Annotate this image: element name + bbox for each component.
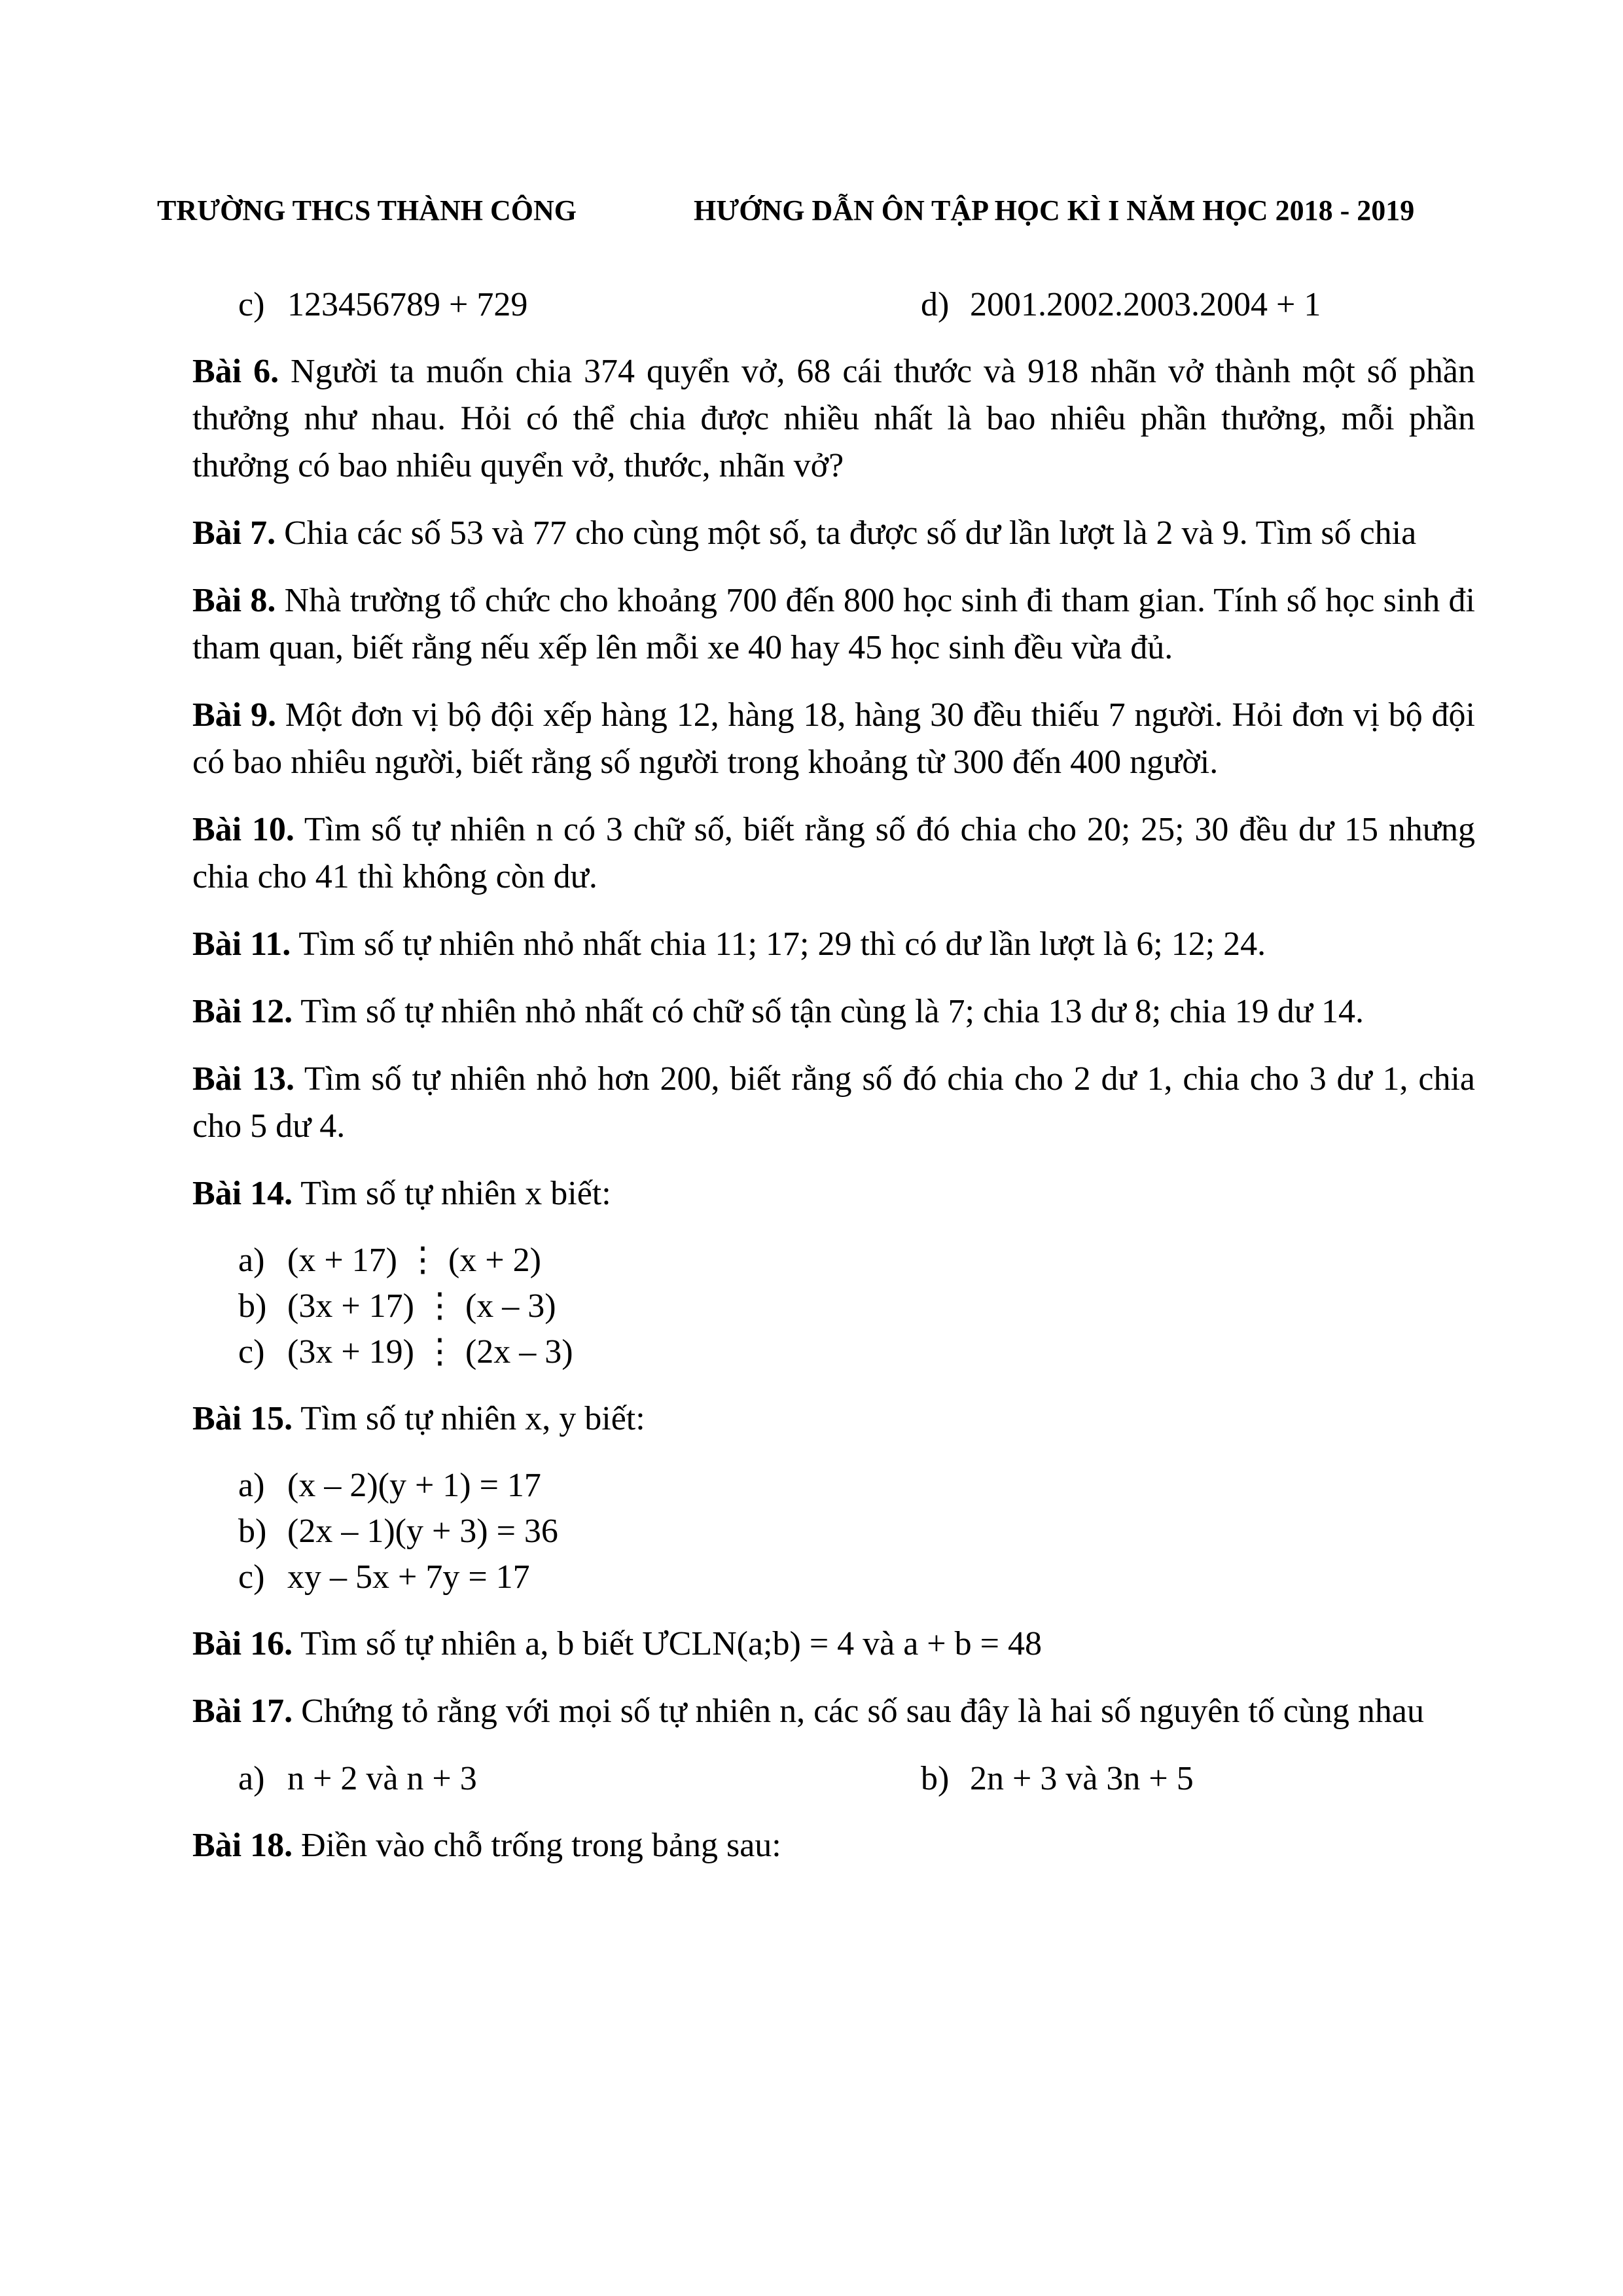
problem-text: Tìm số tự nhiên nhỏ nhất chia 11; 17; 29 thì có dư lần lượt là 6; 12; 24. [298,925,1266,963]
problem-text: Tìm số tự nhiên nhỏ nhất có chữ số tận cùng là 7; chia 13 dư 8; chia 19 dư 14. [300,993,1364,1030]
problem-8 [192,577,1475,672]
problem-title: Bài 16. [192,1625,293,1662]
page-content [192,281,1475,1890]
list-item: b) 2n + 3 và 3n + 5 [921,1760,1194,1797]
problem-text: Nhà trường tổ chức cho khoảng 700 đến 800 học sinh đi tham gian. Tính số học sinh đi tham quan, biết rằng nếu xếp lên mỗi xe 40 hay 45 học sinh đều vừa đủ. [192,582,1475,666]
problem-17-items [192,1755,1475,1803]
problem-text: Tìm số tự nhiên nhỏ hơn 200, biết rằng số đó chia cho 2 dư 1, chia cho 3 dư 1, chia cho 5 dư 4. [192,1060,1476,1145]
list-item: a) n + 2 và n + 3 [238,1760,477,1797]
problem-title: Bài 9. [192,696,276,734]
problem-text: Một đơn vị bộ đội xếp hàng 12, hàng 18, hàng 30 đều thiếu 7 người. Hỏi đơn vị bộ đội có bao nhiêu người, biết rằng số người trong khoảng từ 300 đến 400 người. [192,696,1475,781]
problem-title: Bài 18. [192,1827,293,1864]
problem-10 [192,806,1475,901]
problem-text: Tìm số tự nhiên x, y biết: [300,1400,645,1437]
list-item: b) (2x – 1)(y + 3) = 36 [238,1513,558,1550]
problem-text: Điền vào chỗ trống trong bảng sau: [301,1827,781,1864]
problem-6 [192,348,1475,490]
bai5-item-c: c) 123456789 + 729 [238,286,528,323]
problem-15 [192,1395,1475,1443]
school-name: TRƯỜNG THCS THÀNH CÔNG [157,194,577,226]
problem-title: Bài 14. [192,1175,293,1212]
problem-9 [192,692,1475,786]
problem-text: Người ta muốn chia 374 quyển vở, 68 cái thước và 918 nhãn vở thành một số phần thưởng như nhau. Hỏi có thể chia được nhiều nhất là bao nhiêu phần thưởng, mỗi phần thưởng có bao nhiêu quyển vở, thước, nhãn vở? [192,353,1475,484]
problem-text: Tìm số tự nhiên a, b biết ƯCLN(a;b) = 4 và a + b = 48 [300,1625,1042,1662]
problem-title: Bài 17. [192,1693,293,1730]
problem-14-items [192,1238,1475,1375]
bai5-item-d: d) 2001.2002.2003.2004 + 1 [921,286,1321,323]
problem-text: Chia các số 53 và 77 cho cùng một số, ta được số dư lần lượt là 2 và 9. Tìm số chia [284,514,1417,552]
problem-title: Bài 6. [192,353,279,390]
problem-7 [192,510,1475,557]
problem-text: Tìm số tự nhiên n có 3 chữ số, biết rằng số đó chia cho 20; 25; 30 đều dư 15 nhưng chia cho 41 thì không còn dư. [192,811,1475,895]
problem-14 [192,1170,1475,1217]
problem-title: Bài 10. [192,811,294,848]
document-title: HƯỚNG DẪN ÔN TẬP HỌC KÌ I NĂM HỌC 2018 - 2019 [694,194,1415,226]
problem-text: Tìm số tự nhiên x biết: [300,1175,611,1212]
problem-12 [192,988,1475,1035]
problem-title: Bài 7. [192,514,276,552]
list-item: c) (3x + 19) ⋮ (2x – 3) [238,1333,573,1371]
problem-title: Bài 13. [192,1060,294,1098]
problem-17 [192,1688,1475,1735]
list-item: c) xy – 5x + 7y = 17 [238,1558,530,1596]
problem-18 [192,1822,1475,1869]
list-item: a) (x – 2)(y + 1) = 17 [238,1467,541,1504]
bai5-continuation [192,281,1475,329]
problem-15-items [192,1463,1475,1600]
problem-13 [192,1056,1475,1150]
list-item: b) (3x + 17) ⋮ (x – 3) [238,1287,556,1325]
problem-title: Bài 8. [192,582,276,619]
problem-16 [192,1621,1475,1668]
list-item: a) (x + 17) ⋮ (x + 2) [238,1242,541,1279]
problem-11 [192,921,1475,968]
problem-title: Bài 12. [192,993,293,1030]
problem-text: Chứng tỏ rằng với mọi số tự nhiên n, các số sau đây là hai số nguyên tố cùng nhau [301,1693,1424,1730]
problem-title: Bài 11. [192,925,291,963]
problem-title: Bài 15. [192,1400,293,1437]
